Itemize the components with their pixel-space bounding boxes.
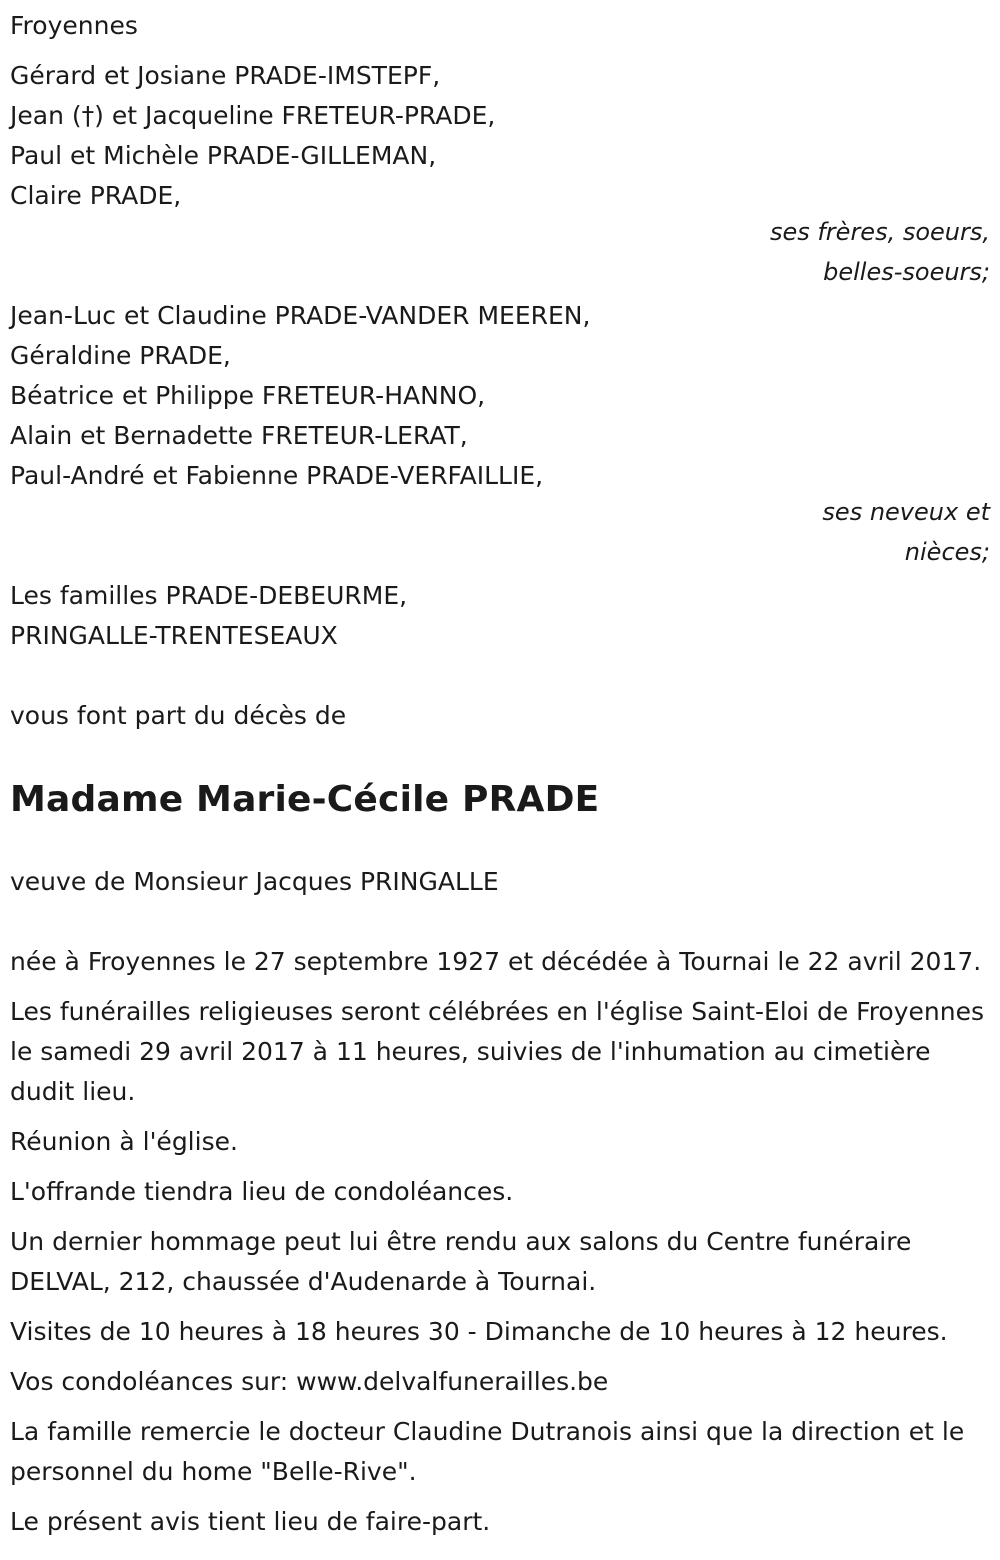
nephew-line: Paul-André et Fabienne PRADE-VERFAILLIE, (10, 461, 544, 490)
widow-of-text: veuve de Monsieur Jacques PRINGALLE (10, 867, 499, 896)
nephew-line: Béatrice et Philippe FRETEUR-HANNO, (10, 381, 486, 410)
meeting-paragraph: Réunion à l'église. (10, 1127, 238, 1156)
offering-paragraph: L'offrande tiendra lieu de condoléances. (10, 1177, 514, 1206)
thanks-paragraph: La famille remercie le docteur Claudine Dutranois ainsi que la direction et le personnel du home "Belle-Rive". (10, 1417, 965, 1486)
sibling-line: Jean (†) et Jacqueline FRETEUR-PRADE, (10, 101, 496, 130)
nephew-line: Alain et Bernadette FRETEUR-LERAT, (10, 421, 468, 450)
siblings-list (10, 56, 990, 216)
birth-death-paragraph: née à Froyennes le 27 septembre 1927 et décédée à Tournai le 22 avril 2017. (10, 947, 982, 976)
visits-paragraph: Visites de 10 heures à 18 heures 30 - Dimanche de 10 heures à 12 heures. (10, 1317, 948, 1346)
family-line: Les familles PRADE-DEBEURME, (10, 581, 408, 610)
relation-line: belles-soeurs; (823, 258, 990, 286)
sibling-line: Paul et Michèle PRADE-GILLEMAN, (10, 141, 437, 170)
siblings-relation (10, 212, 990, 292)
notice-paragraph: Le présent avis tient lieu de faire-part. (10, 1507, 491, 1536)
nephews-list (10, 296, 990, 496)
families-list (10, 576, 990, 656)
sibling-line: Gérard et Josiane PRADE-IMSTEPF, (10, 61, 441, 90)
announcement-text: vous font part du décès de (10, 701, 347, 730)
relation-line: ses frères, soeurs, (769, 218, 990, 246)
sibling-line: Claire PRADE, (10, 181, 182, 210)
family-line: PRINGALLE-TRENTESEAUX (10, 621, 338, 650)
nephews-relation (10, 492, 990, 572)
tribute-paragraph: Un dernier hommage peut lui être rendu aux salons du Centre funéraire DELVAL, 212, chaussée d'Audenarde à Tournai. (10, 1227, 912, 1296)
condolences-paragraph: Vos condoléances sur: www.delvalfunerailles.be (10, 1367, 609, 1396)
relation-line: ses neveux et (822, 498, 990, 526)
relation-line: nièces; (904, 538, 990, 566)
deceased-name: Madame Marie-Cécile PRADE (10, 779, 600, 820)
nephew-line: Jean-Luc et Claudine PRADE-VANDER MEEREN, (10, 301, 591, 330)
nephew-line: Géraldine PRADE, (10, 341, 231, 370)
funeral-paragraph: Les funérailles religieuses seront célébrées en l'église Saint-Eloi de Froyennes le samedi 29 avril 2017 à 11 heures, suivies de l'inhumation au cimetière dudit lieu. (10, 997, 984, 1106)
location-label: Froyennes (10, 11, 138, 40)
